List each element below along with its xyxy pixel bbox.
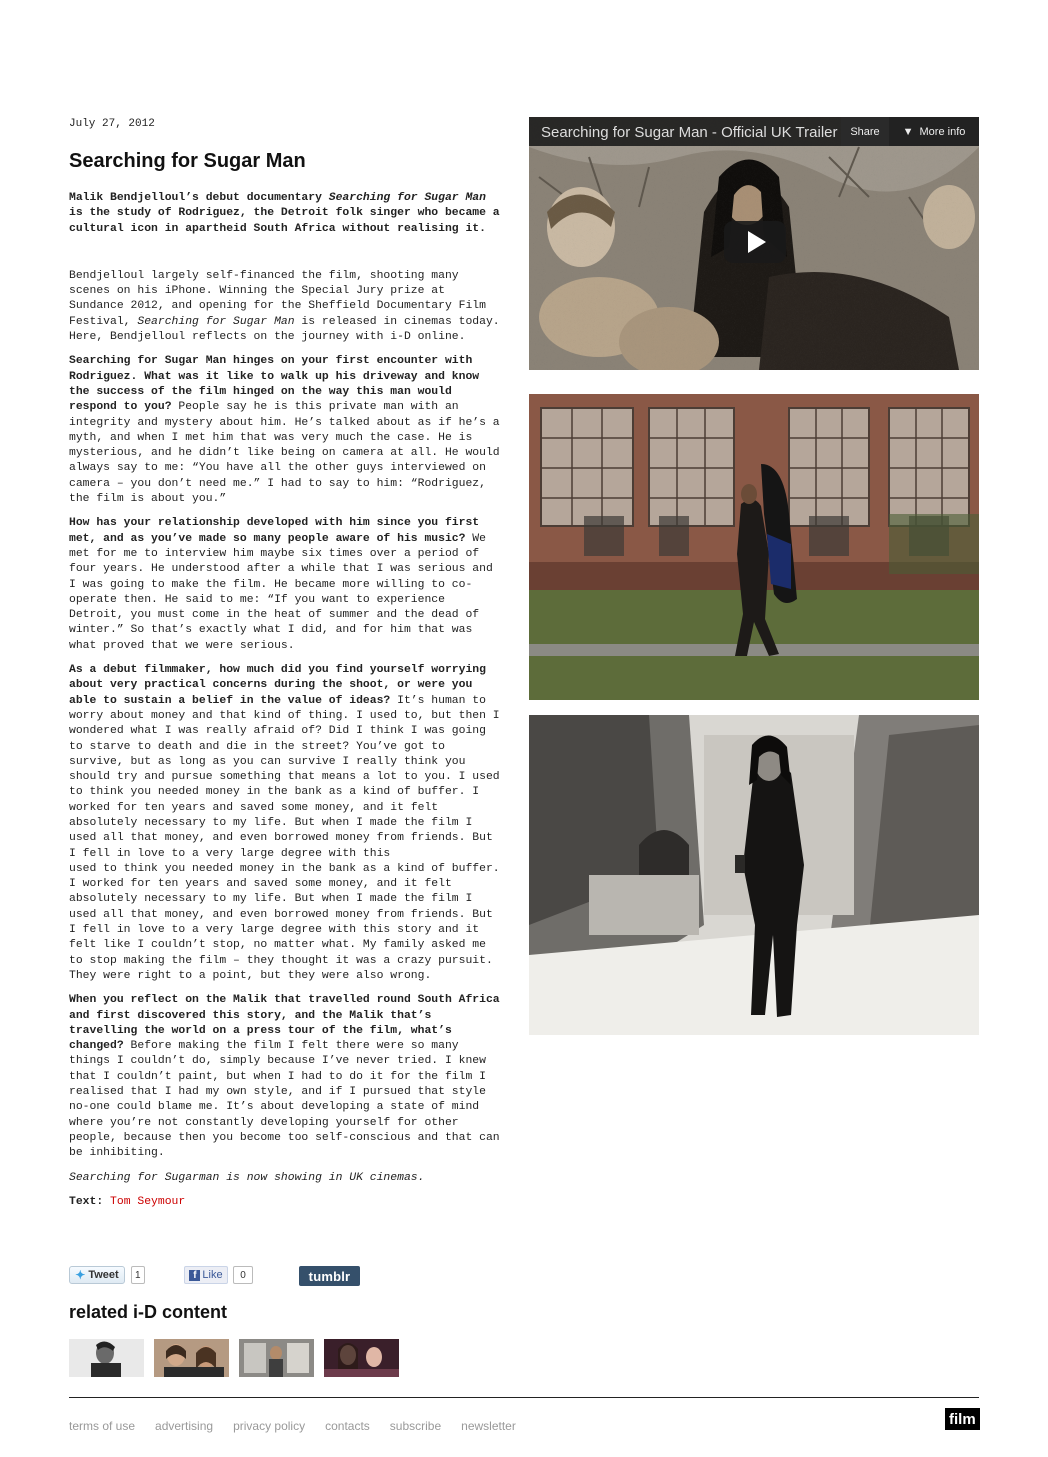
footer-link-newsletter[interactable]: newsletter — [461, 1419, 516, 1433]
answer-4: Before making the film I felt there were so many things I couldn’t do, simply because I’ve never tried. I knew that I couldn’t paint, but when I had to do it for the film I realised that I had my own style, and if I pursued that style no-one could blame me. It’s about developing a state of mind where you’re not constantly developing yourself for other people, because then you become too self-conscious and that can be inhibiting. — [69, 1040, 500, 1160]
video-more-info-button[interactable] — [889, 117, 979, 146]
showing-note: Searching for Sugarman is now showing in UK cinemas. — [69, 1171, 425, 1184]
footer-link-contacts[interactable]: contacts — [325, 1419, 370, 1433]
related-thumbnail[interactable] — [154, 1339, 229, 1377]
footer-divider — [69, 1397, 979, 1398]
question-4: When you reflect on the Malik that travelled round South Africa and first discovered this story, and the Malik that’s travelling the world on a press tour of the film, what’s changed? — [69, 994, 500, 1053]
related-content-title: related i-D content — [69, 1302, 228, 1322]
qa-2 — [69, 516, 501, 654]
play-icon — [748, 231, 766, 253]
footer-link-privacy[interactable]: privacy policy — [233, 1419, 306, 1433]
facebook-like-button[interactable] — [184, 1266, 228, 1284]
qa-3 — [69, 663, 501, 862]
paragraph-context — [69, 269, 501, 345]
footer-link-terms[interactable]: terms of use — [69, 1419, 136, 1433]
qa-4 — [69, 993, 501, 1161]
article-body — [69, 191, 501, 1219]
related-thumbnails — [69, 1339, 399, 1377]
video-title-bar — [529, 117, 979, 146]
answer-2: We met for me to interview him maybe six times over a period of four years. He understood after a while that I was serious and I was going to make the film. He became more willing to co-operate then. He said to me: “If you want to experience Detroit, you must come in the heat of summer and the dead of winter.” So that’s exactly what I did, and for him that was what proved that we were serious. — [69, 532, 493, 652]
intro-text: Malik Bendjelloul’s debut documentary — [69, 192, 329, 204]
article-intro — [69, 191, 501, 237]
more-info-label: More info — [919, 125, 966, 138]
related-thumbnail[interactable] — [324, 1339, 399, 1377]
article-date: July 27, 2012 — [69, 118, 155, 130]
related-thumbnail[interactable] — [239, 1339, 314, 1377]
tweet-count: 1 — [131, 1266, 145, 1284]
article-title: Searching for Sugar Man — [69, 150, 306, 172]
credit-label: Text: — [69, 1195, 104, 1208]
intro-text-end: is the study of Rodriguez, the Detroit folk singer who became a cultural icon in apartheid South Africa without realising it. — [69, 207, 500, 235]
question-3: As a debut filmmaker, how much did you find yourself worrying about very practical concerns during the shoot, or were you able to sustain a belief in the value of ideas? — [69, 664, 486, 707]
qa-1 — [69, 354, 501, 507]
intro-film-title: Searching for Sugar Man — [328, 192, 486, 204]
video-share-button[interactable]: Share — [841, 117, 889, 146]
play-button[interactable] — [724, 221, 786, 263]
footer-nav — [69, 1419, 516, 1433]
answer-1: People say he is this private man with an integrity and mystery about him. He’s talked about as if he’s a myth, and when I met him that was very much the case. He is mysterious, and he didn’t like being on camera at all. He would always say to me: “You have all the other guys interviewed on camera – you don’t need me.” I had to say to him: “Rodriguez, the film is about you.” — [69, 401, 500, 506]
author-link[interactable]: Tom Seymour — [110, 1195, 186, 1208]
photo-rodriguez-alley — [529, 715, 979, 1035]
paragraph-text-end: is released in cinemas today. Here, Bendjelloul reflects on the journey with i-D online. — [69, 315, 500, 344]
paragraph-text: Bendjelloul largely self-financed the film, shooting many scenes on his iPhone. Winning the Special Jury prize at Sundance 2012, and opening for the Sheffield Documentary Film Festival, — [69, 269, 486, 328]
footer-link-subscribe[interactable]: subscribe — [389, 1419, 442, 1433]
twitter-bird-icon: ✦ — [75, 1268, 86, 1282]
video-player[interactable] — [529, 117, 979, 370]
section-badge-film[interactable]: film — [945, 1408, 980, 1430]
video-title[interactable]: Searching for Sugar Man - Official UK Trailer — [541, 124, 838, 141]
question-2: How has your relationship developed with him since you first met, and as you’ve made so many people aware of his music? — [69, 517, 480, 545]
answer-3-overlap: used to think you needed money in the bank as a kind of buffer. I worked for ten years and saved some money, and it felt absolutely necessary to my life. But when I made the film I used all that money, and even borrowed money from friends. But I fell in love to a very large degree with this story and it felt like I couldn’t stop, no matter what. My family asked me to stop making the film – they thought it was a crazy pursuit. They were right to a point, but they were also wrong. — [69, 862, 500, 982]
tweet-label: Tweet — [88, 1269, 119, 1281]
related-thumbnail[interactable] — [69, 1339, 144, 1377]
paragraph-film-title: Searching for Sugar Man — [137, 315, 295, 328]
facebook-icon: f — [189, 1270, 200, 1281]
answer-3: It’s human to worry about money and that kind of thing. I used to, but then I wondered what I was really afraid of? Did I think I was going to starve to death and die in the street? You’ve got to survive, but as long as you can survive I really think you should try and pursue something that means a lot to you. I used to think you needed money in the bank as a kind of buffer. I worked for ten years and saved some money, and it felt absolutely necessary to my life. But when I made the film I used all that money, and even borrowed money from friends. But I fell in love to a very large degree with this — [69, 694, 500, 860]
tweet-button[interactable] — [69, 1266, 125, 1284]
like-count: 0 — [233, 1266, 253, 1284]
credit — [69, 1195, 501, 1210]
chevron-down-icon: ▼ — [902, 125, 914, 138]
photo-rodriguez-walking-factory — [529, 394, 979, 700]
footer-link-advertising[interactable]: advertising — [155, 1419, 214, 1433]
tumblr-share-button[interactable]: tumblr — [299, 1266, 360, 1286]
question-1: Searching for Sugar Man hinges on your first encounter with Rodriguez. What was it like to walk up his driveway and know the success of the film hinged on the way this man would respond to you? — [69, 355, 480, 414]
like-label: Like — [202, 1269, 223, 1281]
